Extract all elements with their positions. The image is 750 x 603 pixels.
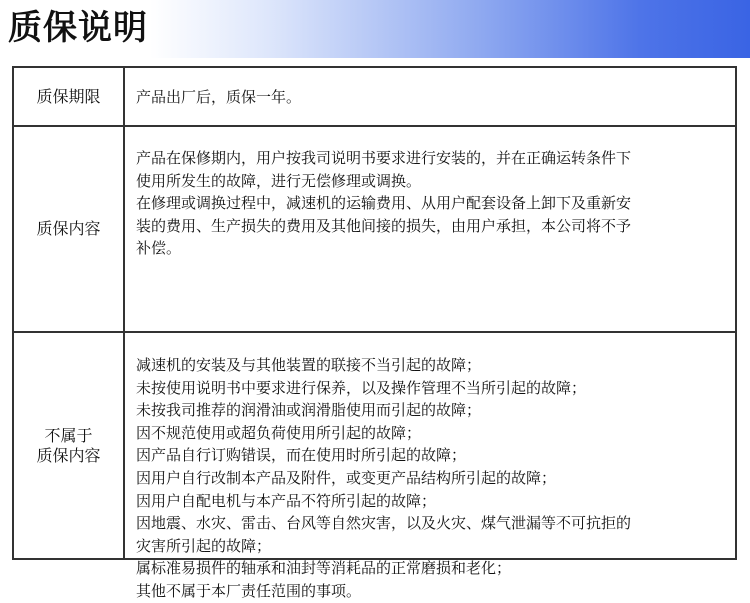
row-label-warranty-content: 质保内容 bbox=[36, 219, 101, 238]
content-line: 使用所发生的故障，进行无偿修理或调换。 bbox=[136, 171, 422, 190]
row-label-cell bbox=[14, 333, 125, 558]
content-line: 产品出厂后，质保一年。 bbox=[136, 88, 302, 106]
content-line: 因产品自行订购错误，而在使用时所引起的故障； bbox=[136, 446, 467, 465]
content-line: 未按我司推荐的润滑油或润滑脂使用而引起的故障； bbox=[136, 401, 482, 420]
warranty-table bbox=[12, 66, 737, 600]
row-content-cell bbox=[125, 333, 735, 600]
content-line: 减速机的安装及与其他装置的联接不当引起的故障； bbox=[136, 356, 482, 374]
row-label-cell bbox=[14, 68, 125, 125]
page-title: 质保说明 bbox=[8, 8, 148, 48]
content-line: 灾害所引起的故障； bbox=[136, 536, 272, 555]
header-banner bbox=[0, 0, 750, 58]
content-line: 未按使用说明书中要求进行保养，以及操作管理不当所引起的故障； bbox=[136, 378, 587, 397]
content-line: 因不规范使用或超负荷使用所引起的故障； bbox=[136, 423, 422, 442]
row-label-not-covered: 不属于 质保内容 bbox=[36, 425, 101, 465]
content-line: 因用户自配电机与本产品不符所引起的故障； bbox=[136, 491, 437, 510]
content-line: 因用户自行改制本产品及附件，或变更产品结构所引起的故障； bbox=[136, 468, 557, 487]
table-row-warranty-content bbox=[14, 127, 735, 333]
table-row-not-covered bbox=[14, 333, 735, 600]
row-content-cell bbox=[125, 127, 735, 331]
content-line: 因地震、水灾、雷击、台风等自然灾害，以及火灾、煤气泄漏等不可抗拒的 bbox=[136, 514, 632, 533]
content-line: 在修理或调换过程中，减速机的运输费用、从用户配套设备上卸下及重新安 bbox=[136, 194, 632, 212]
content-line: 产品在保修期内，用户按我司说明书要求进行安装的，并在正确运转条件下 bbox=[136, 149, 632, 167]
table-row-warranty-period bbox=[14, 68, 735, 127]
content-line: 其他不属于本厂责任范围的事项。 bbox=[136, 581, 362, 600]
row-label-cell bbox=[14, 127, 125, 331]
row-label-warranty-period: 质保期限 bbox=[36, 86, 101, 106]
content-line: 属标准易损件的轴承和油封等消耗品的正常磨损和老化； bbox=[136, 559, 512, 578]
content-line: 补偿。 bbox=[136, 239, 182, 257]
row-content-cell bbox=[125, 68, 735, 125]
content-line: 装的费用、生产损失的费用及其他间接的损失，由用户承担，本公司将不予 bbox=[136, 216, 632, 235]
